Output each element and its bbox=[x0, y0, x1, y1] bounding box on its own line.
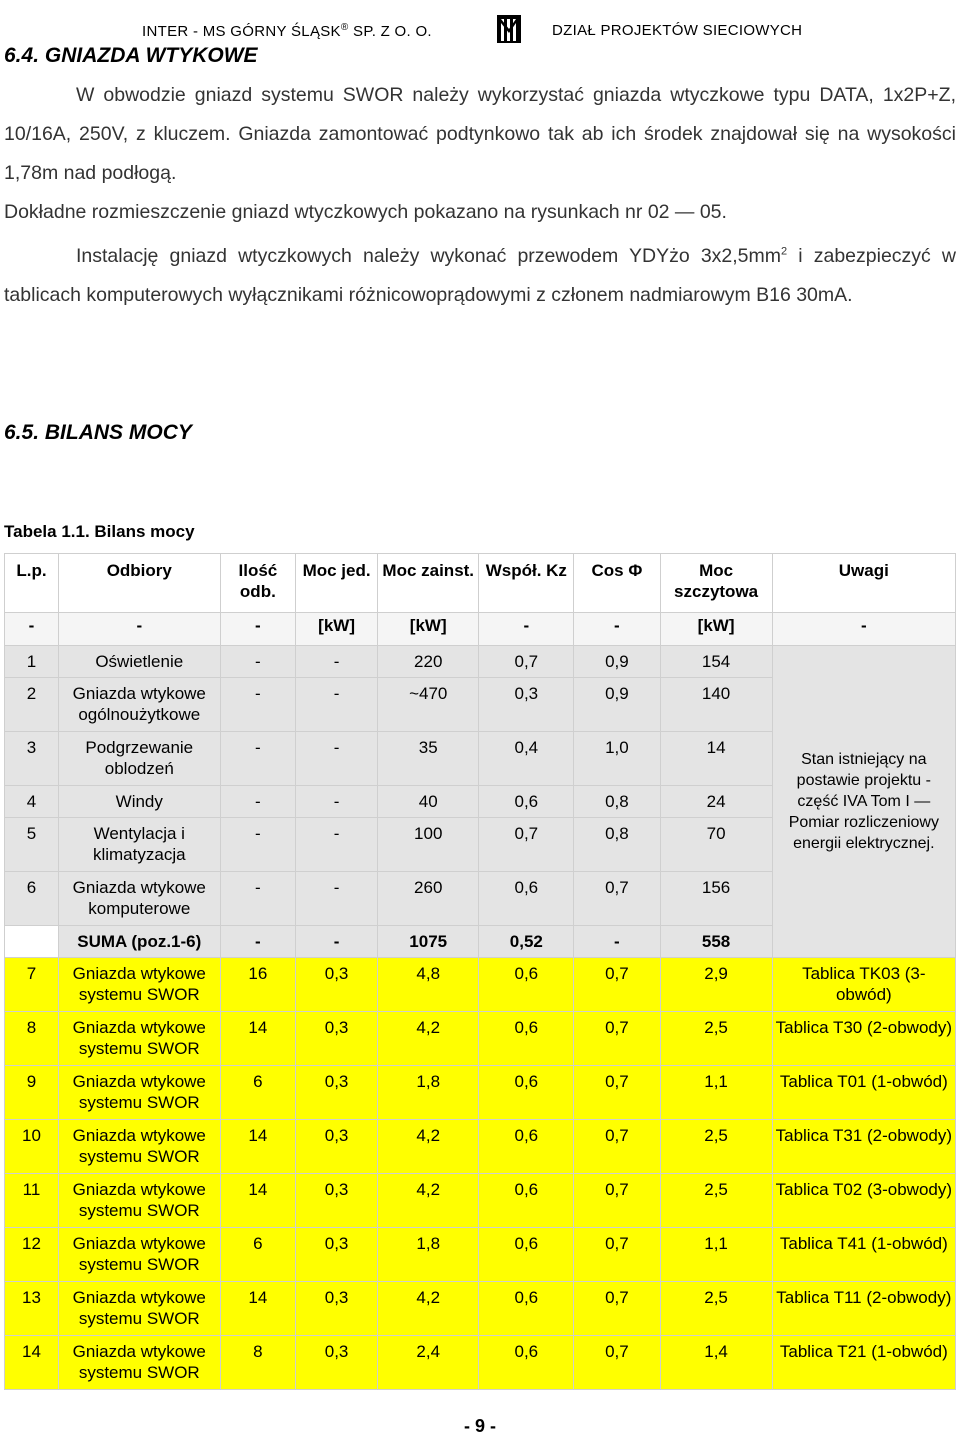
table-cell: 1,1 bbox=[660, 1228, 772, 1282]
table-cell: 0,8 bbox=[574, 786, 660, 818]
swor-row bbox=[5, 1066, 956, 1120]
section-title-6-5: 6.5. BILANS MOCY bbox=[4, 421, 192, 444]
table-cell: 1 bbox=[5, 646, 59, 678]
table-cell: 0,6 bbox=[479, 1174, 574, 1228]
table-cell: 12 bbox=[5, 1228, 59, 1282]
table-cell: 16 bbox=[220, 958, 295, 1012]
table-cell: 70 bbox=[660, 818, 772, 872]
unit-cell: [kW] bbox=[378, 613, 479, 646]
table-row bbox=[5, 646, 956, 678]
table-cell: 0,6 bbox=[479, 1012, 574, 1066]
swor-row bbox=[5, 1336, 956, 1390]
table-cell: 2,5 bbox=[660, 1120, 772, 1174]
unit-cell: [kW] bbox=[296, 613, 378, 646]
table-cell: 0,7 bbox=[574, 1120, 660, 1174]
table-cell: 6 bbox=[220, 1228, 295, 1282]
table-cell: 1,0 bbox=[574, 732, 660, 786]
table-cell: 0,3 bbox=[296, 1228, 378, 1282]
column-header: Współ. Kz bbox=[479, 554, 574, 613]
table-cell: 140 bbox=[660, 678, 772, 732]
table-cell: - bbox=[220, 646, 295, 678]
paragraph-1: W obwodzie gniazd systemu SWOR należy wykorzystać gniazda wtyczkowe typu DATA, 1x2P+Z, 10/16A, 250V, z kluczem. Gniazda zamontować podtynkowo tak ab ich środek znajdował się na wysokości 1,78m nad podłogą. bbox=[4, 84, 956, 184]
table-cell: 4 bbox=[5, 786, 59, 818]
table-cell: 0,6 bbox=[479, 1066, 574, 1120]
column-header: Moc jed. bbox=[296, 554, 378, 613]
table-cell: - bbox=[220, 872, 295, 926]
company-name: INTER - MS GÓRNY ŚLĄSK® SP. Z O. O. bbox=[142, 22, 432, 40]
table-cell: 0,3 bbox=[296, 1012, 378, 1066]
table-cell: 154 bbox=[660, 646, 772, 678]
table-cell: 0,6 bbox=[479, 1228, 574, 1282]
table-cell: 0,3 bbox=[296, 1066, 378, 1120]
sum-cell: 0,52 bbox=[479, 926, 574, 958]
table-cell: 6 bbox=[5, 872, 59, 926]
swor-row bbox=[5, 1120, 956, 1174]
table-cell: Tablica T21 (1-obwód) bbox=[772, 1336, 955, 1390]
swor-row bbox=[5, 1228, 956, 1282]
table-cell: 0,7 bbox=[574, 872, 660, 926]
table-cell: 1,4 bbox=[660, 1336, 772, 1390]
sum-cell: - bbox=[296, 926, 378, 958]
table-cell: Tablica T11 (2-obwody) bbox=[772, 1282, 955, 1336]
table-cell: Gniazda wtykowe systemu SWOR bbox=[58, 1120, 220, 1174]
swor-row bbox=[5, 1012, 956, 1066]
unit-cell: [kW] bbox=[660, 613, 772, 646]
table-cell: 8 bbox=[5, 1012, 59, 1066]
column-header: L.p. bbox=[5, 554, 59, 613]
column-header: Odbiory bbox=[58, 554, 220, 613]
table-cell: Oświetlenie bbox=[58, 646, 220, 678]
unit-cell: - bbox=[574, 613, 660, 646]
table-cell: 0,7 bbox=[574, 1282, 660, 1336]
table-cell: Windy bbox=[58, 786, 220, 818]
table-cell: Podgrzewanie oblodzeń bbox=[58, 732, 220, 786]
sum-cell: - bbox=[220, 926, 295, 958]
table-cell: 14 bbox=[220, 1174, 295, 1228]
table-cell: 100 bbox=[378, 818, 479, 872]
unit-cell: - bbox=[479, 613, 574, 646]
table-cell: 4,2 bbox=[378, 1282, 479, 1336]
existing-state-note: Stan istniejący na postawie projektu - część IVA Tom I — Pomiar rozliczeniowy energii elektrycznej. bbox=[772, 646, 955, 958]
table-cell: 2,5 bbox=[660, 1282, 772, 1336]
table-cell: 11 bbox=[5, 1174, 59, 1228]
table-cell: Tablica T31 (2-obwody) bbox=[772, 1120, 955, 1174]
table-cell: ~470 bbox=[378, 678, 479, 732]
table-cell: 40 bbox=[378, 786, 479, 818]
table-cell: - bbox=[296, 732, 378, 786]
table-cell: 260 bbox=[378, 872, 479, 926]
unit-cell: - bbox=[5, 613, 59, 646]
column-header: Cos Φ bbox=[574, 554, 660, 613]
table-cell: - bbox=[220, 818, 295, 872]
table-cell: Gniazda wtykowe systemu SWOR bbox=[58, 958, 220, 1012]
table-cell: 0,9 bbox=[574, 646, 660, 678]
paragraph-3: Instalację gniazd wtyczkowych należy wykonać przewodem YDYżo $3x2,5mm^2$ i zabezpieczyć w tablicach komputerowych wyłącznikami różnicowoprądowymi z członem nadmiarowym B16 30mA. bbox=[4, 244, 956, 306]
table-cell: 9 bbox=[5, 1066, 59, 1120]
table-cell: Gniazda wtykowe ogólnoużytkowe bbox=[58, 678, 220, 732]
power-balance-table bbox=[4, 553, 956, 1390]
sum-cell: - bbox=[574, 926, 660, 958]
table-cell: 0,8 bbox=[574, 818, 660, 872]
table-cell: 0,3 bbox=[296, 1120, 378, 1174]
table-cell: Tablica T30 (2-obwody) bbox=[772, 1012, 955, 1066]
table-cell: Gniazda wtykowe systemu SWOR bbox=[58, 1336, 220, 1390]
table-cell: - bbox=[220, 678, 295, 732]
table-caption: Tabela 1.1. Bilans mocy bbox=[4, 522, 195, 541]
table-cell: Wentylacja i klimatyzacja bbox=[58, 818, 220, 872]
table-cell: 0,3 bbox=[296, 1282, 378, 1336]
swor-row bbox=[5, 1282, 956, 1336]
table-cell: 0,3 bbox=[479, 678, 574, 732]
table-cell: 8 bbox=[220, 1336, 295, 1390]
table-cell: Gniazda wtykowe systemu SWOR bbox=[58, 1282, 220, 1336]
column-header: Ilość odb. bbox=[220, 554, 295, 613]
table-cell: 4,2 bbox=[378, 1120, 479, 1174]
table-cell: 0,6 bbox=[479, 1120, 574, 1174]
table-cell: Tablica T41 (1-obwód) bbox=[772, 1228, 955, 1282]
table-cell: 0,4 bbox=[479, 732, 574, 786]
table-cell: Tablica T01 (1-obwód) bbox=[772, 1066, 955, 1120]
table-cell: 35 bbox=[378, 732, 479, 786]
table-cell: 0,3 bbox=[296, 1336, 378, 1390]
table-cell: Gniazda wtykowe systemu SWOR bbox=[58, 1066, 220, 1120]
table-cell: 0,6 bbox=[479, 872, 574, 926]
table-cell: - bbox=[296, 786, 378, 818]
table-cell: 0,6 bbox=[479, 1282, 574, 1336]
table-cell: 4,2 bbox=[378, 1012, 479, 1066]
unit-cell: - bbox=[772, 613, 955, 646]
table-cell: 3 bbox=[5, 732, 59, 786]
table-cell: 7 bbox=[5, 958, 59, 1012]
table-cell: 24 bbox=[660, 786, 772, 818]
swor-row bbox=[5, 1174, 956, 1228]
table-cell: 4,2 bbox=[378, 1174, 479, 1228]
table-cell: 2,4 bbox=[378, 1336, 479, 1390]
column-header: Moc szczytowa bbox=[660, 554, 772, 613]
table-cell: 220 bbox=[378, 646, 479, 678]
sum-cell bbox=[5, 926, 59, 958]
sum-cell: SUMA (poz.1-6) bbox=[58, 926, 220, 958]
table-cell: 0,6 bbox=[479, 958, 574, 1012]
table-cell: 1,8 bbox=[378, 1228, 479, 1282]
table-cell: 0,7 bbox=[574, 1228, 660, 1282]
company-logo-icon bbox=[496, 14, 522, 44]
unit-cell: - bbox=[58, 613, 220, 646]
table-cell: Gniazda wtykowe systemu SWOR bbox=[58, 1012, 220, 1066]
table-cell: 14 bbox=[220, 1120, 295, 1174]
table-cell: 156 bbox=[660, 872, 772, 926]
table-cell: 0,7 bbox=[574, 1336, 660, 1390]
table-cell: 14 bbox=[5, 1336, 59, 1390]
table-cell: 0,7 bbox=[574, 1012, 660, 1066]
table-cell: - bbox=[296, 818, 378, 872]
table-cell: 0,6 bbox=[479, 786, 574, 818]
table-cell: 13 bbox=[5, 1282, 59, 1336]
unit-cell: - bbox=[220, 613, 295, 646]
table-cell: 0,7 bbox=[479, 646, 574, 678]
table-cell: - bbox=[296, 872, 378, 926]
table-cell: 14 bbox=[660, 732, 772, 786]
table-cell: 2,5 bbox=[660, 1174, 772, 1228]
table-cell: 14 bbox=[220, 1012, 295, 1066]
table-cell: 0,3 bbox=[296, 958, 378, 1012]
table-cell: 0,7 bbox=[574, 1066, 660, 1120]
table-cell: - bbox=[220, 732, 295, 786]
section-6-4-text bbox=[4, 76, 956, 315]
table-cell: 0,9 bbox=[574, 678, 660, 732]
table-cell: - bbox=[296, 646, 378, 678]
table-cell: Gniazda wtykowe komputerowe bbox=[58, 872, 220, 926]
table-cell: 10 bbox=[5, 1120, 59, 1174]
table-cell: Gniazda wtykowe systemu SWOR bbox=[58, 1228, 220, 1282]
department-name: DZIAŁ PROJEKTÓW SIECIOWYCH bbox=[552, 22, 803, 39]
column-header: Uwagi bbox=[772, 554, 955, 613]
column-header: Moc zainst. bbox=[378, 554, 479, 613]
registered-mark: ® bbox=[340, 22, 349, 33]
table-cell: 0,7 bbox=[574, 1174, 660, 1228]
section-title-6-4: 6.4. GNIAZDA WTYKOWE bbox=[4, 44, 258, 67]
paragraph-2: Dokładne rozmieszczenie gniazd wtyczkowych pokazano na rysunkach nr 02 — 05. bbox=[4, 201, 727, 223]
table-cell: - bbox=[296, 678, 378, 732]
table-cell: Tablica TK03 (3-obwód) bbox=[772, 958, 955, 1012]
table-cell: 1,1 bbox=[660, 1066, 772, 1120]
header-row bbox=[5, 554, 956, 613]
table-cell: - bbox=[220, 786, 295, 818]
sum-cell: 1075 bbox=[378, 926, 479, 958]
table-cell: 5 bbox=[5, 818, 59, 872]
sum-cell: 558 bbox=[660, 926, 772, 958]
page-header bbox=[0, 14, 960, 44]
table-cell: 0,7 bbox=[479, 818, 574, 872]
table-cell: 2,9 bbox=[660, 958, 772, 1012]
table-cell: 0,3 bbox=[296, 1174, 378, 1228]
swor-row bbox=[5, 958, 956, 1012]
table-cell: 2,5 bbox=[660, 1012, 772, 1066]
table-cell: 4,8 bbox=[378, 958, 479, 1012]
page-number: - 9 - bbox=[463, 1416, 496, 1436]
table-cell: 0,6 bbox=[479, 1336, 574, 1390]
table-cell: 6 bbox=[220, 1066, 295, 1120]
table-cell: 2 bbox=[5, 678, 59, 732]
units-row bbox=[5, 613, 956, 646]
table-cell: Gniazda wtykowe systemu SWOR bbox=[58, 1174, 220, 1228]
table-cell: 1,8 bbox=[378, 1066, 479, 1120]
table-cell: 0,7 bbox=[574, 958, 660, 1012]
table-cell: 14 bbox=[220, 1282, 295, 1336]
table-cell: Tablica T02 (3-obwody) bbox=[772, 1174, 955, 1228]
